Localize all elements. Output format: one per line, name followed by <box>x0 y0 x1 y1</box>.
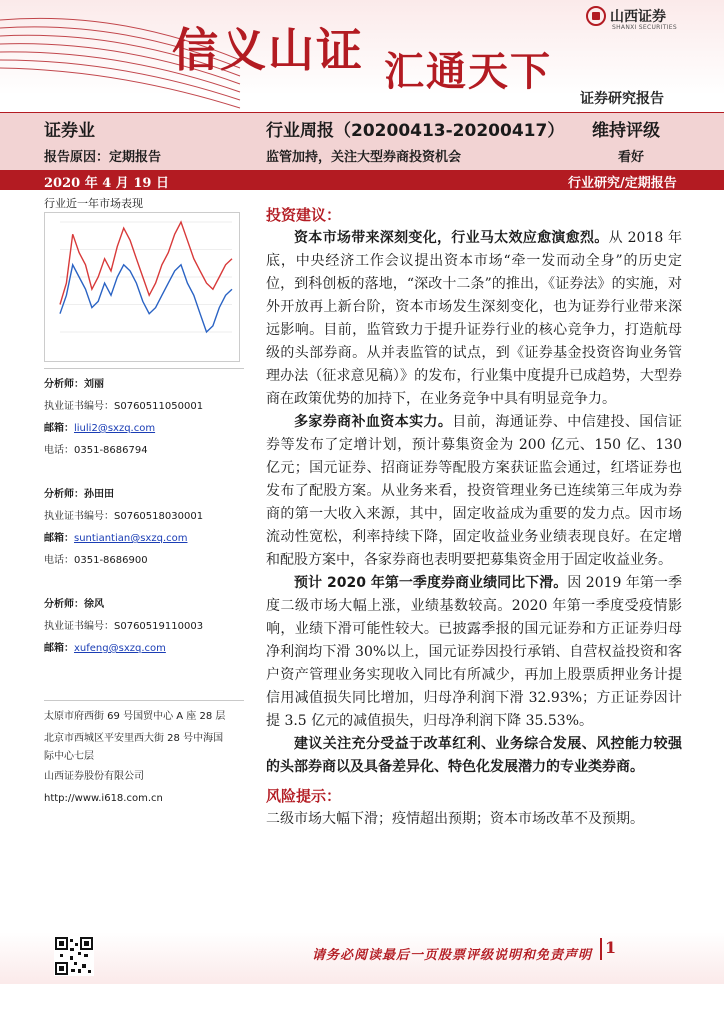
company-name: 山西证券股份有限公司 <box>44 771 144 782</box>
report-title: 行业周报（20200413-20200417） <box>266 121 565 141</box>
risk-text: 二级市场大幅下滑；疫情超出预期；资本市场改革不及预期。 <box>266 811 644 827</box>
logo-icon <box>586 6 606 26</box>
address-taiyuan: 太原市府西街 69 号国贸中心 A 座 28 层 <box>44 711 226 722</box>
paragraph: 多家券商补血资本实力。目前，海通证券、中信建投、国信证券等发布了定增计划，预计募集资金为 200 亿元、150 亿、130 亿元；国元证券、招商证券等配股方案获证监会通过，红塔证券也发布了配股方案。从业务来看，投资管理业务已连续第三年成为券商的第一大收入来源，其中，固定收益成为重要的发力点。因市场流动性宽松，利率持续下降，固定收益业务业绩表现良好。在定增和配股方案中，各家券商也表明要把募集资金用于固定收益业务。 <box>266 414 683 568</box>
invest-section-title: 投资建议： <box>266 206 342 224</box>
analyst-email-row: 邮箱：suntiantian@sxzq.com <box>44 533 188 544</box>
analyst-phone: 电话：0351-8686794 <box>44 445 148 456</box>
analyst-name: 分析师：孙田田 <box>44 489 114 500</box>
logo-english: SHANXI SECURITIES <box>612 24 677 31</box>
divider <box>44 700 244 701</box>
logo-name: 山西证券 <box>610 9 666 25</box>
chart-title: 行业近一年市场表现 <box>44 197 143 210</box>
address-beijing: 北京市西城区平安里西大街 28 号中海国 <box>44 733 224 744</box>
report-type: 证券研究报告 <box>580 91 664 107</box>
report-date: 2020 年 4 月 19 日 <box>44 176 169 191</box>
report-body <box>266 204 682 831</box>
analyst-email-link[interactable]: suntiantian@sxzq.com <box>74 533 188 544</box>
analyst-block <box>44 378 254 458</box>
website-link[interactable]: http://www.i618.com.cn <box>44 793 163 804</box>
analyst-name: 分析师：徐风 <box>44 599 104 610</box>
analyst-email-row: 邮箱：xufeng@sxzq.com <box>44 643 166 654</box>
analyst-name: 分析师：刘丽 <box>44 379 104 390</box>
analyst-email-link[interactable]: xufeng@sxzq.com <box>74 643 166 654</box>
rating-view: 看好 <box>618 150 645 165</box>
divider <box>0 112 724 113</box>
slogan-left: 信义山证 <box>172 23 364 77</box>
paragraph: 建议关注充分受益于改革红利、业务综合发展、风控能力较强的头部券商以及具备差异化、特色化发展潜力的专业类券商。 <box>266 736 682 775</box>
page-number: 1 <box>600 938 617 960</box>
analyst-email-row: 邮箱：liuli2@sxzq.com <box>44 423 156 434</box>
rating: 维持评级 <box>592 121 660 141</box>
risk-section-title: 风险提示： <box>266 787 342 805</box>
analyst-block <box>44 488 254 568</box>
analyst-block <box>44 598 254 656</box>
analyst-cert: 执业证书编号：S0760511050001 <box>44 401 204 412</box>
sector-title: 证券业 <box>44 121 95 141</box>
analyst-cert: 执业证书编号：S0760518030001 <box>44 511 204 522</box>
report-category: 行业研究/定期报告 <box>568 176 677 191</box>
divider <box>44 368 244 369</box>
report-reason: 报告原因：定期报告 <box>44 150 162 165</box>
performance-chart <box>44 212 240 362</box>
analyst-cert: 执业证书编号：S0760519110003 <box>44 621 204 632</box>
analyst-phone: 电话：0351-8686900 <box>44 555 148 566</box>
qr-code-icon <box>54 936 94 976</box>
paragraph: 资本市场带来深刻变化，行业马太效应愈演愈烈。从 2018 年底，中央经济工作会议提出资本市场“牵一发而动全身”的历史定位，到科创板的落地，“深改十二条”的推出，《证券法》的实施，对外开放再上新台阶，资本市场发生深刻变化，也为证券行业带来深远影响。目前，监管致力于提升证券行业的核心竞争力，打造航母级的头部券商。从并表监管的试点，到《证券基金投资咨询业务管理办法（征求意见稿）》的发布，行业集中度提升已成趋势，大型券商在政策优势的加持下，在业务竞争中具有明显竞争力。 <box>266 230 683 407</box>
analyst-email-link[interactable]: liuli2@sxzq.com <box>74 423 156 434</box>
contact-block <box>44 710 254 806</box>
address-beijing-cont: 际中心七层 <box>44 751 94 762</box>
report-subtitle: 监管加持，关注大型券商投资机会 <box>266 150 462 165</box>
disclaimer-note: 请务必阅读最后一页股票评级说明和免责声明 <box>312 948 593 963</box>
paragraph: 预计 2020 年第一季度券商业绩同比下滑。因 2019 年第一季度二级市场大幅上涨，业绩基数较高。2020 年第一季度受疫情影响，业绩下滑可能性较大。已披露季报的国元证券和方正证券归母净利润均下滑 30%以上，国元证券因投行承销、自营权益投资和客户资产管理业务实现收入同比有所减少，再加上股票质押业务计提信用减值损失同比增加，归母净利润下滑 32.93%；方正证券因计提 3.5 亿元的减值损失，归母净利润下降 35.53%。 <box>266 575 682 729</box>
slogan-right: 汇通天下 <box>384 48 552 95</box>
